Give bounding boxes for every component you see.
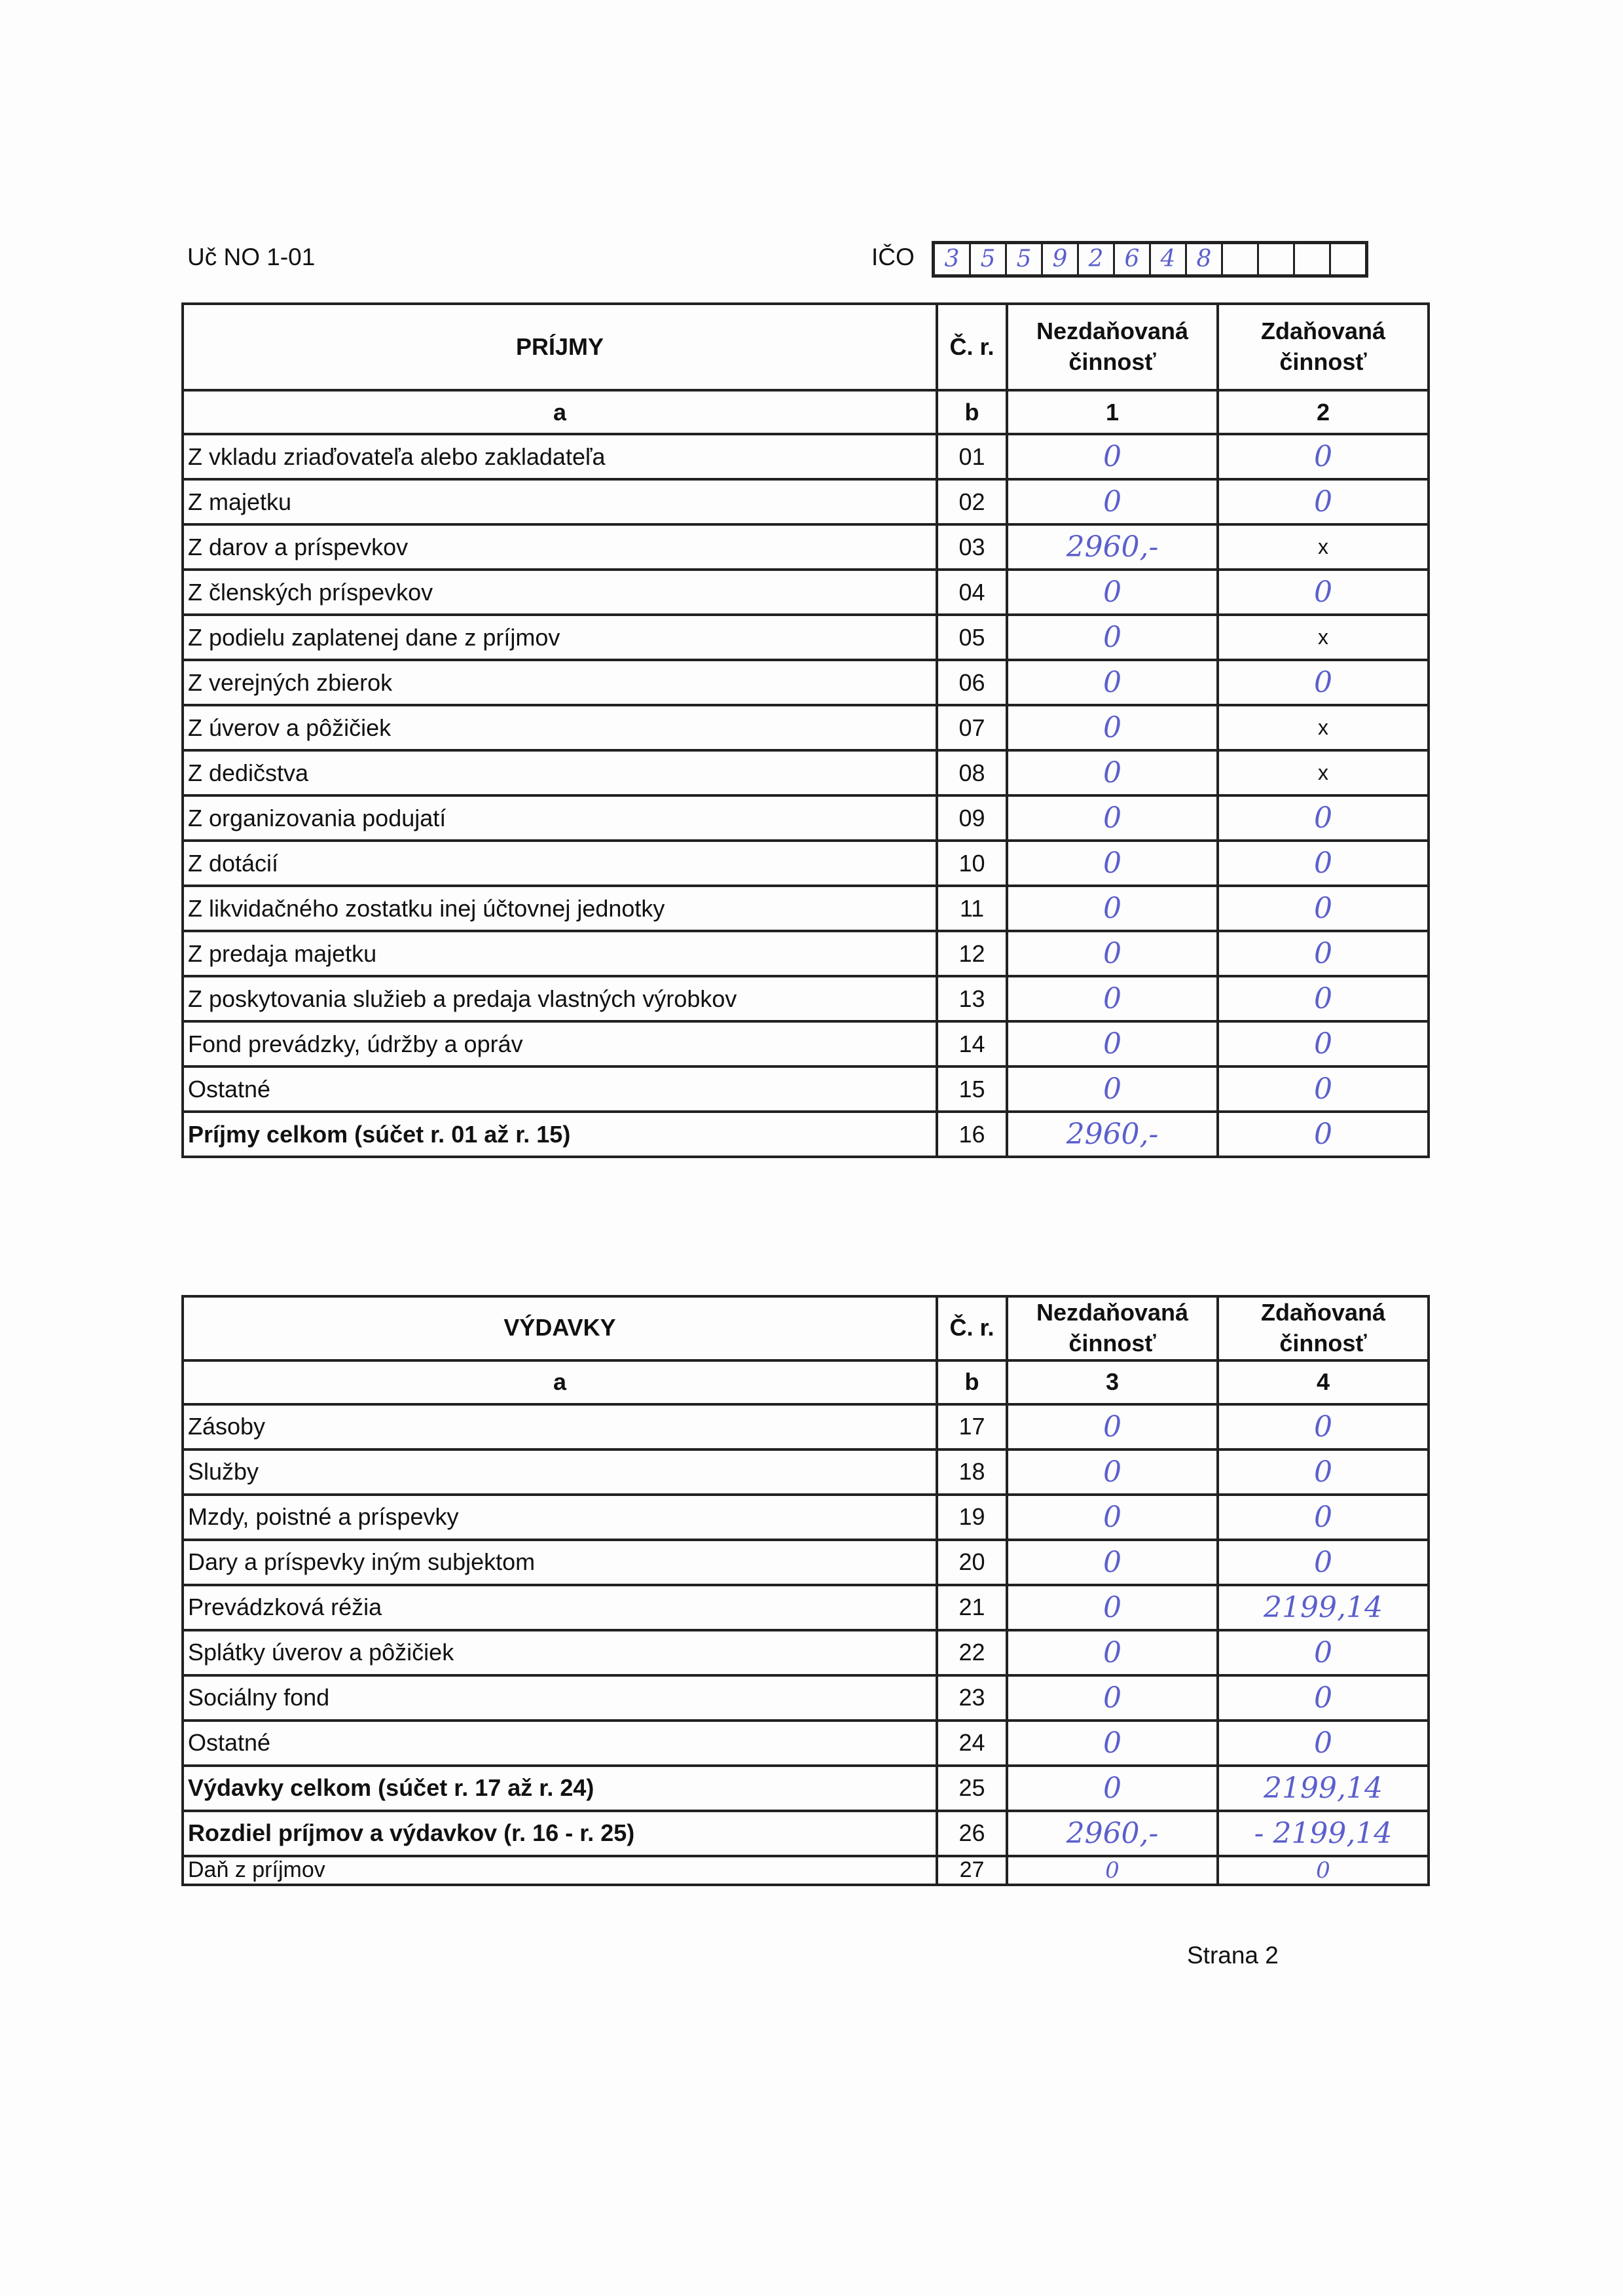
ico-digit-box[interactable]: 5	[971, 244, 1007, 274]
row-number: 15	[937, 1066, 1007, 1112]
value-cell[interactable]: 0	[1007, 931, 1218, 976]
table-row	[183, 434, 1429, 479]
row-number: 22	[937, 1630, 1007, 1675]
row-label: Sociálny fond	[183, 1675, 937, 1721]
value-cell[interactable]: 0	[1007, 841, 1218, 886]
value-cell[interactable]: 2960,-	[1007, 1112, 1218, 1157]
table-row	[183, 1675, 1429, 1721]
row-label: Z poskytovania služieb a predaja vlastných výrobkov	[183, 976, 937, 1021]
value-cell[interactable]: 0	[1218, 479, 1429, 524]
table-row	[183, 524, 1429, 570]
ico-label: IČO	[871, 244, 915, 270]
value-cell[interactable]: 0	[1218, 841, 1429, 886]
row-number: 17	[937, 1404, 1007, 1449]
row-label: Z dedičstva	[183, 750, 937, 795]
row-label: Zásoby	[183, 1404, 937, 1449]
row-label: Z vkladu zriaďovateľa alebo zakladateľa	[183, 434, 937, 479]
column-letter: a	[183, 1360, 937, 1404]
ico-digit-box[interactable]: 4	[1151, 244, 1187, 274]
ico-field[interactable]	[932, 241, 1368, 278]
ico-digit-box[interactable]: 5	[1007, 244, 1043, 274]
value-cell[interactable]: 2199,14	[1218, 1766, 1429, 1811]
value-cell[interactable]: 0	[1007, 1495, 1218, 1540]
row-label: Prevádzková réžia	[183, 1585, 937, 1630]
value-cell[interactable]: 0	[1007, 434, 1218, 479]
value-cell[interactable]: 0	[1218, 976, 1429, 1021]
table-row	[183, 841, 1429, 886]
value-cell[interactable]: 0	[1007, 705, 1218, 750]
row-number: 16	[937, 1112, 1007, 1157]
value-cell[interactable]: 2199,14	[1218, 1585, 1429, 1630]
expenses-title: VÝDAVKY	[183, 1296, 937, 1360]
table-row	[183, 1540, 1429, 1585]
value-cell: x	[1218, 524, 1429, 570]
row-label: Z podielu zaplatenej dane z príjmov	[183, 615, 937, 660]
row-number: 10	[937, 841, 1007, 886]
ico-digit-box[interactable]	[1331, 244, 1365, 274]
ico-digit-box[interactable]	[1223, 244, 1259, 274]
value-cell[interactable]: 0	[1218, 795, 1429, 841]
table-row	[183, 1112, 1429, 1157]
ico-digit-box[interactable]: 2	[1079, 244, 1115, 274]
table-row	[183, 886, 1429, 931]
row-number: 01	[937, 434, 1007, 479]
value-cell[interactable]: 0	[1218, 434, 1429, 479]
ico-digit-box[interactable]	[1259, 244, 1295, 274]
table-row	[183, 1766, 1429, 1811]
row-label: Príjmy celkom (súčet r. 01 až r. 15)	[183, 1112, 937, 1157]
row-number: 26	[937, 1811, 1007, 1856]
value-cell[interactable]: 0	[1218, 1066, 1429, 1112]
table-row	[183, 1495, 1429, 1540]
value-cell[interactable]: 0	[1007, 1404, 1218, 1449]
value-cell[interactable]: 0	[1007, 795, 1218, 841]
value-cell[interactable]: - 2199,14	[1218, 1811, 1429, 1856]
table-row	[183, 1721, 1429, 1766]
row-number: 09	[937, 795, 1007, 841]
column-letter: b	[937, 1360, 1007, 1404]
row-number: 07	[937, 705, 1007, 750]
row-label: Ostatné	[183, 1066, 937, 1112]
row-number: 06	[937, 660, 1007, 705]
row-label: Služby	[183, 1449, 937, 1495]
row-no-header: Č. r.	[937, 1296, 1007, 1360]
value-cell[interactable]: 0	[1007, 750, 1218, 795]
value-cell[interactable]: 0	[1007, 1721, 1218, 1766]
value-cell[interactable]: 0	[1218, 1630, 1429, 1675]
value-cell[interactable]: 0	[1218, 570, 1429, 615]
value-cell[interactable]: 0	[1007, 1675, 1218, 1721]
value-cell[interactable]: 0	[1007, 1630, 1218, 1675]
row-no-header: Č. r.	[937, 304, 1007, 390]
ico-digit-box[interactable]: 8	[1187, 244, 1223, 274]
value-cell[interactable]: 0	[1218, 1856, 1429, 1885]
row-number: 02	[937, 479, 1007, 524]
form-code: Uč NO 1-01	[187, 244, 316, 270]
ico-digit-box[interactable]: 3	[935, 244, 971, 274]
col3-header: Nezdaňovaná činnosť	[1007, 1296, 1218, 1360]
value-cell[interactable]: 0	[1007, 1021, 1218, 1066]
col4-header: Zdaňovaná činnosť	[1218, 1296, 1429, 1360]
value-cell[interactable]: 0	[1218, 1449, 1429, 1495]
value-cell[interactable]: 0	[1007, 1766, 1218, 1811]
value-cell[interactable]: 0	[1007, 615, 1218, 660]
row-label: Fond prevádzky, údržby a opráv	[183, 1021, 937, 1066]
value-cell[interactable]: 2960,-	[1007, 524, 1218, 570]
income-table	[181, 302, 1430, 1158]
row-number: 08	[937, 750, 1007, 795]
table-row	[183, 795, 1429, 841]
expenses-table	[181, 1295, 1430, 1886]
value-cell[interactable]: 0	[1218, 1495, 1429, 1540]
column-letter: a	[183, 390, 937, 434]
table-row	[183, 660, 1429, 705]
row-number: 14	[937, 1021, 1007, 1066]
value-cell[interactable]: 0	[1007, 1585, 1218, 1630]
value-cell[interactable]: 0	[1218, 1112, 1429, 1157]
table-row	[183, 479, 1429, 524]
table-row	[183, 1630, 1429, 1675]
value-cell[interactable]: 0	[1007, 570, 1218, 615]
row-number: 05	[937, 615, 1007, 660]
value-cell[interactable]: 0	[1007, 1856, 1218, 1885]
row-number: 13	[937, 976, 1007, 1021]
row-number: 20	[937, 1540, 1007, 1585]
value-cell[interactable]: 0	[1218, 886, 1429, 931]
row-label: Mzdy, poistné a príspevky	[183, 1495, 937, 1540]
row-label: Z majetku	[183, 479, 937, 524]
column-letter: 1	[1007, 390, 1218, 434]
row-number: 19	[937, 1495, 1007, 1540]
value-cell[interactable]: 0	[1007, 976, 1218, 1021]
table-row	[183, 1449, 1429, 1495]
table-row	[183, 1811, 1429, 1856]
table-row	[183, 1404, 1429, 1449]
value-cell[interactable]: 0	[1218, 1540, 1429, 1585]
value-cell[interactable]: 0	[1007, 1540, 1218, 1585]
table-row	[183, 750, 1429, 795]
row-number: 12	[937, 931, 1007, 976]
row-number: 23	[937, 1675, 1007, 1721]
table-row	[183, 705, 1429, 750]
ico-digit-box[interactable]: 9	[1043, 244, 1079, 274]
table-row	[183, 570, 1429, 615]
column-letter: 2	[1218, 390, 1429, 434]
row-label: Z likvidačného zostatku inej účtovnej jednotky	[183, 886, 937, 931]
row-label: Rozdiel príjmov a výdavkov (r. 16 - r. 25)	[183, 1811, 937, 1856]
row-number: 11	[937, 886, 1007, 931]
value-cell: x	[1218, 615, 1429, 660]
row-label: Daň z príjmov	[183, 1856, 937, 1885]
row-number: 04	[937, 570, 1007, 615]
row-label: Ostatné	[183, 1721, 937, 1766]
value-cell[interactable]: 2960,-	[1007, 1811, 1218, 1856]
row-number: 24	[937, 1721, 1007, 1766]
value-cell[interactable]: 0	[1007, 479, 1218, 524]
row-label: Z verejných zbierok	[183, 660, 937, 705]
value-cell[interactable]: 0	[1218, 1721, 1429, 1766]
row-label: Výdavky celkom (súčet r. 17 až r. 24)	[183, 1766, 937, 1811]
row-number: 21	[937, 1585, 1007, 1630]
row-number: 03	[937, 524, 1007, 570]
value-cell[interactable]: 0	[1218, 1404, 1429, 1449]
value-cell[interactable]: 0	[1218, 1021, 1429, 1066]
table-row	[183, 976, 1429, 1021]
value-cell: x	[1218, 705, 1429, 750]
value-cell[interactable]: 0	[1007, 1066, 1218, 1112]
value-cell: x	[1218, 750, 1429, 795]
ico-digit-box[interactable]	[1295, 244, 1331, 274]
value-cell[interactable]: 0	[1007, 886, 1218, 931]
income-title: PRÍJMY	[183, 304, 937, 390]
table-row	[183, 1066, 1429, 1112]
value-cell[interactable]: 0	[1218, 660, 1429, 705]
row-number: 27	[937, 1856, 1007, 1885]
value-cell[interactable]: 0	[1218, 931, 1429, 976]
table-row	[183, 1856, 1429, 1885]
table-row	[183, 1585, 1429, 1630]
row-number: 18	[937, 1449, 1007, 1495]
table-row	[183, 1021, 1429, 1066]
ico-digit-box[interactable]: 6	[1115, 244, 1151, 274]
value-cell[interactable]: 0	[1218, 1675, 1429, 1721]
row-label: Z predaja majetku	[183, 931, 937, 976]
value-cell[interactable]: 0	[1007, 1449, 1218, 1495]
col1-header: Nezdaňovaná činnosť	[1007, 304, 1218, 390]
col2-header: Zdaňovaná činnosť	[1218, 304, 1429, 390]
value-cell[interactable]: 0	[1007, 660, 1218, 705]
column-letter: 3	[1007, 1360, 1218, 1404]
table-row	[183, 931, 1429, 976]
row-label: Z úverov a pôžičiek	[183, 705, 937, 750]
page-number: Strana 2	[1187, 1942, 1279, 1969]
row-number: 25	[937, 1766, 1007, 1811]
table-row	[183, 615, 1429, 660]
column-letter: 4	[1218, 1360, 1429, 1404]
row-label: Dary a príspevky iným subjektom	[183, 1540, 937, 1585]
row-label: Z organizovania podujatí	[183, 795, 937, 841]
row-label: Z členských príspevkov	[183, 570, 937, 615]
row-label: Splátky úverov a pôžičiek	[183, 1630, 937, 1675]
row-label: Z darov a príspevkov	[183, 524, 937, 570]
column-letter: b	[937, 390, 1007, 434]
row-label: Z dotácií	[183, 841, 937, 886]
